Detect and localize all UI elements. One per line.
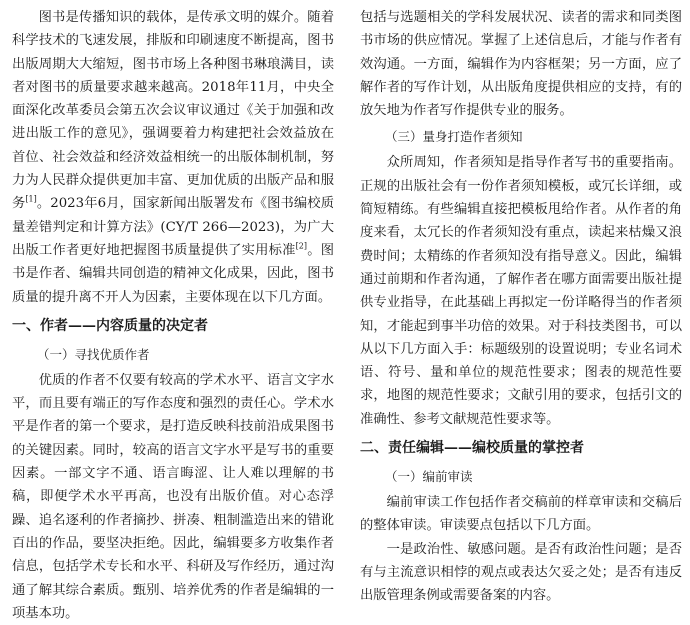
subheading-find-author: （一）寻找优质作者 (37, 346, 150, 362)
citation-superscript: [2] (295, 241, 307, 251)
intro-paragraph: 图书是传播知识的载体，是传承文明的媒介。随着科学技术的飞速发展，排版和印刷速度不断提高，图书出版周期大大缩短，图书市场上各种图书琳琅满目，读者对图书的质量要求越来越高。2018年11月，中央全面深化改革委员会第五次会议审议通过《关于加强和改进出版工作的意见》，强调要着力构建把社会效益放在首位、社会效益和经济效益相统一的出版体制机制，努力为人民群众提供更加丰富、更加优质的出版产品和服务[1]。2023年6月，国家新闻出版署发布《图书编校质量差错判定和计算方法》(CY/T 266—2023)，为广大出版工作者更好地把握图书质量提供了实用标准[2]。图书是作者、编辑共同创造的精神文化成果，因此，图书质量的提升离不开人为因素，主要体现在以下几方面。 (12, 10, 335, 305)
subheading-author-guidelines: （三）量身打造作者须知 (385, 129, 523, 145)
right-column (360, 6, 682, 604)
section-heading-editor: 二、责任编辑——编校质量的掌控者 (360, 440, 584, 457)
left-column (12, 6, 335, 621)
citation-superscript: [1] (25, 194, 37, 204)
subheading-pre-edit-review: （一）编前审读 (385, 469, 473, 485)
paragraph-author-guidelines: 众所周知，作者须知是指导作者写书的重要指南。正规的出版社会有一份作者须知模板，或冗长详细，或简短精练。有些编辑直接把模板甩给作者。从作者的角度来看，太冗长的作者须知没有重点，读起来枯燥又浪费时间；太精练的作者须知没有指导意义。因此，编辑通过前期和作者沟通，了解作者在哪方面需要出版社提供专业指导，在此基础上再拟定一份详略得当的作者须知，才能起到事半功倍的效果。对于科技类图书，可以从以下几方面入手：标题级别的设置说明；专业名词术语、符号、量和单位的规范性要求；图表的规范性要求，地图的规范性要求；文献引用的要求，包括引文的准确性、参考文献规范性要求等。 (360, 155, 682, 427)
section-heading-author: 一、作者——内容质量的决定者 (12, 317, 208, 334)
paragraph-political-check: 一是政治性、敏感问题。是否有政治性问题；是否有与主流意识相悖的观点或表达欠妥之处；是否有违反出版管理条例或需要备案的内容。 (360, 541, 682, 604)
paragraph-quality-author: 优质的作者不仅要有较高的学术水平、语言文字水平，而且要有端正的写作态度和强烈的责任心。学术水平是作者的第一个要求，是打造反映科技前沿成果图书的关键因素。同时，较高的语言文字水平是写书的重要因素。一部文字不通、语言晦涩、让人难以理解的书稿，即便学术水平再高，也没有出版价值。对心态浮躁、追名逐利的作者摘抄、拼凑、粗制滥造出来的错讹百出的作品，要坚决拒绝。因此，编辑要多方收集作者信息，包括学术专长和水平、科研及写作经历，通过沟通了解其综合素质。甄别、培养优秀的作者是编辑的一项基本功。 (12, 372, 334, 621)
paragraph-continuation: 包括与选题相关的学科发展状况、读者的需求和同类图书市场的供应情况。掌握了上述信息后，才能与作者有效沟通。一方面，编辑作为内容框架；另一方面，应了解作者的写作计划，从出版角度提供相应的支持，有的放矢地为作者写作提供专业的服务。 (360, 10, 682, 119)
paragraph-review-scope: 编前审读工作包括作者交稿前的样章审读和交稿后的整体审读。审读要点包括以下几方面。 (360, 495, 682, 534)
